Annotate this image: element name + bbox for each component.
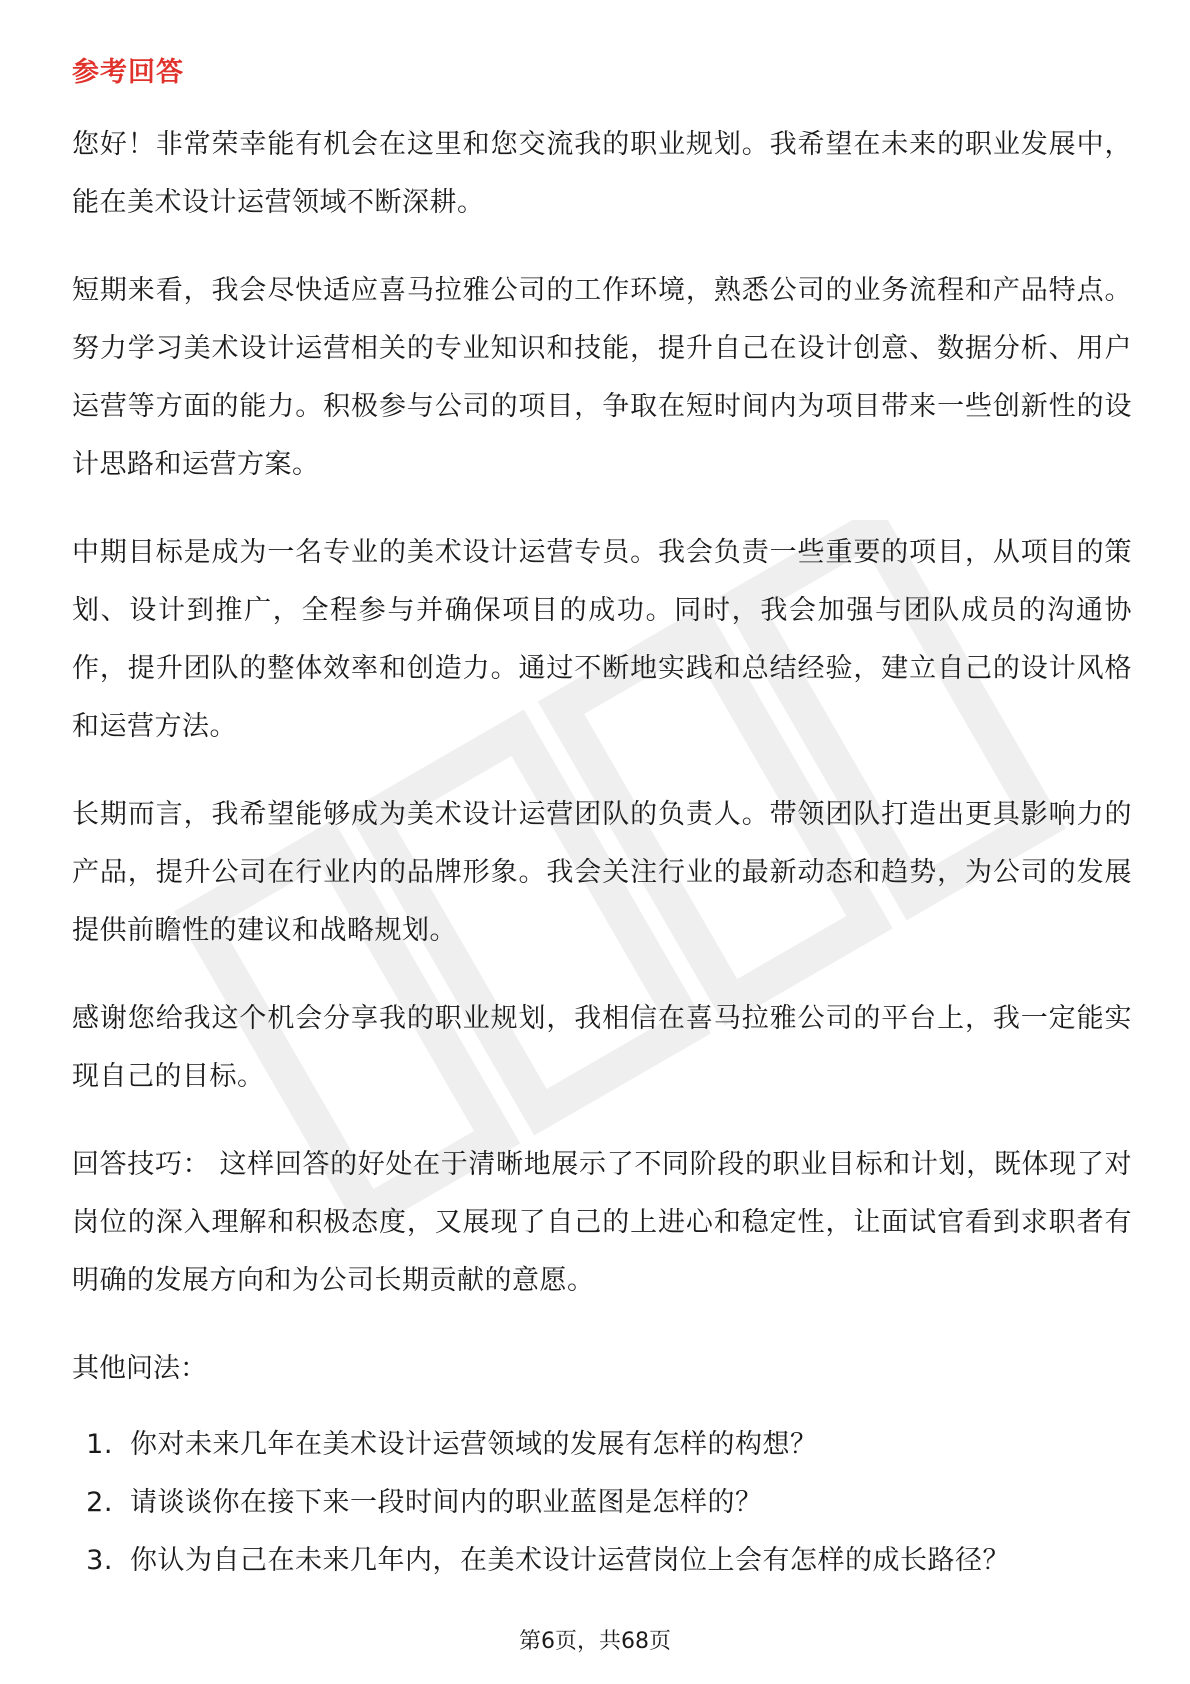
paragraph-long-term: 长期而言，我希望能够成为美术设计运营团队的负责人。带领团队打造出更具影响力的产品，提升公司在行业内的品牌形象。我会关注行业的最新动态和趋势，为公司的发展提供前瞻性的建议和战略规划。 bbox=[72, 799, 1132, 946]
paragraph-answer-tips: 回答技巧： 这样回答的好处在于清晰地展示了不同阶段的职业目标和计划，既体现了对岗位的深入理解和积极态度，又展现了自己的上进心和稳定性，让面试官看到求职者有明确的发展方向和为公司长期贡献的意愿。 bbox=[72, 1149, 1132, 1296]
list-item: 2. 请谈谈你在接下来一段时间内的职业蓝图是怎样的？ bbox=[122, 1474, 1132, 1532]
page-number: 第6页，共68页 bbox=[519, 1629, 671, 1654]
section-heading: 参考回答 bbox=[72, 57, 184, 88]
paragraph-thanks: 感谢您给我这个机会分享我的职业规划，我相信在喜马拉雅公司的平台上，我一定能实现自己的目标。 bbox=[72, 1003, 1132, 1092]
paragraph-mid-term: 中期目标是成为一名专业的美术设计运营专员。我会负责一些重要的项目，从项目的策划、设计到推广，全程参与并确保项目的成功。同时，我会加强与团队成员的沟通协作，提升团队的整体效率和创造力。通过不断地实践和总结经验，建立自己的设计风格和运营方法。 bbox=[72, 537, 1132, 742]
other-questions-title: 其他问法： bbox=[72, 1353, 207, 1384]
other-questions-list bbox=[72, 1416, 1132, 1590]
paragraph-intro: 您好！非常荣幸能有机会在这里和您交流我的职业规划。我希望在未来的职业发展中，能在美术设计运营领域不断深耕。 bbox=[72, 129, 1132, 218]
document-body bbox=[72, 116, 1132, 1590]
paragraph-short-term: 短期来看，我会尽快适应喜马拉雅公司的工作环境，熟悉公司的业务流程和产品特点。努力学习美术设计运营相关的专业知识和技能，提升自己在设计创意、数据分析、用户运营等方面的能力。积极参与公司的项目，争取在短时间内为项目带来一些创新性的设计思路和运营方案。 bbox=[72, 275, 1132, 480]
list-item: 1. 你对未来几年在美术设计运营领域的发展有怎样的构想？ bbox=[122, 1416, 1132, 1474]
list-item: 3. 你认为自己在未来几年内，在美术设计运营岗位上会有怎样的成长路径？ bbox=[122, 1532, 1132, 1590]
